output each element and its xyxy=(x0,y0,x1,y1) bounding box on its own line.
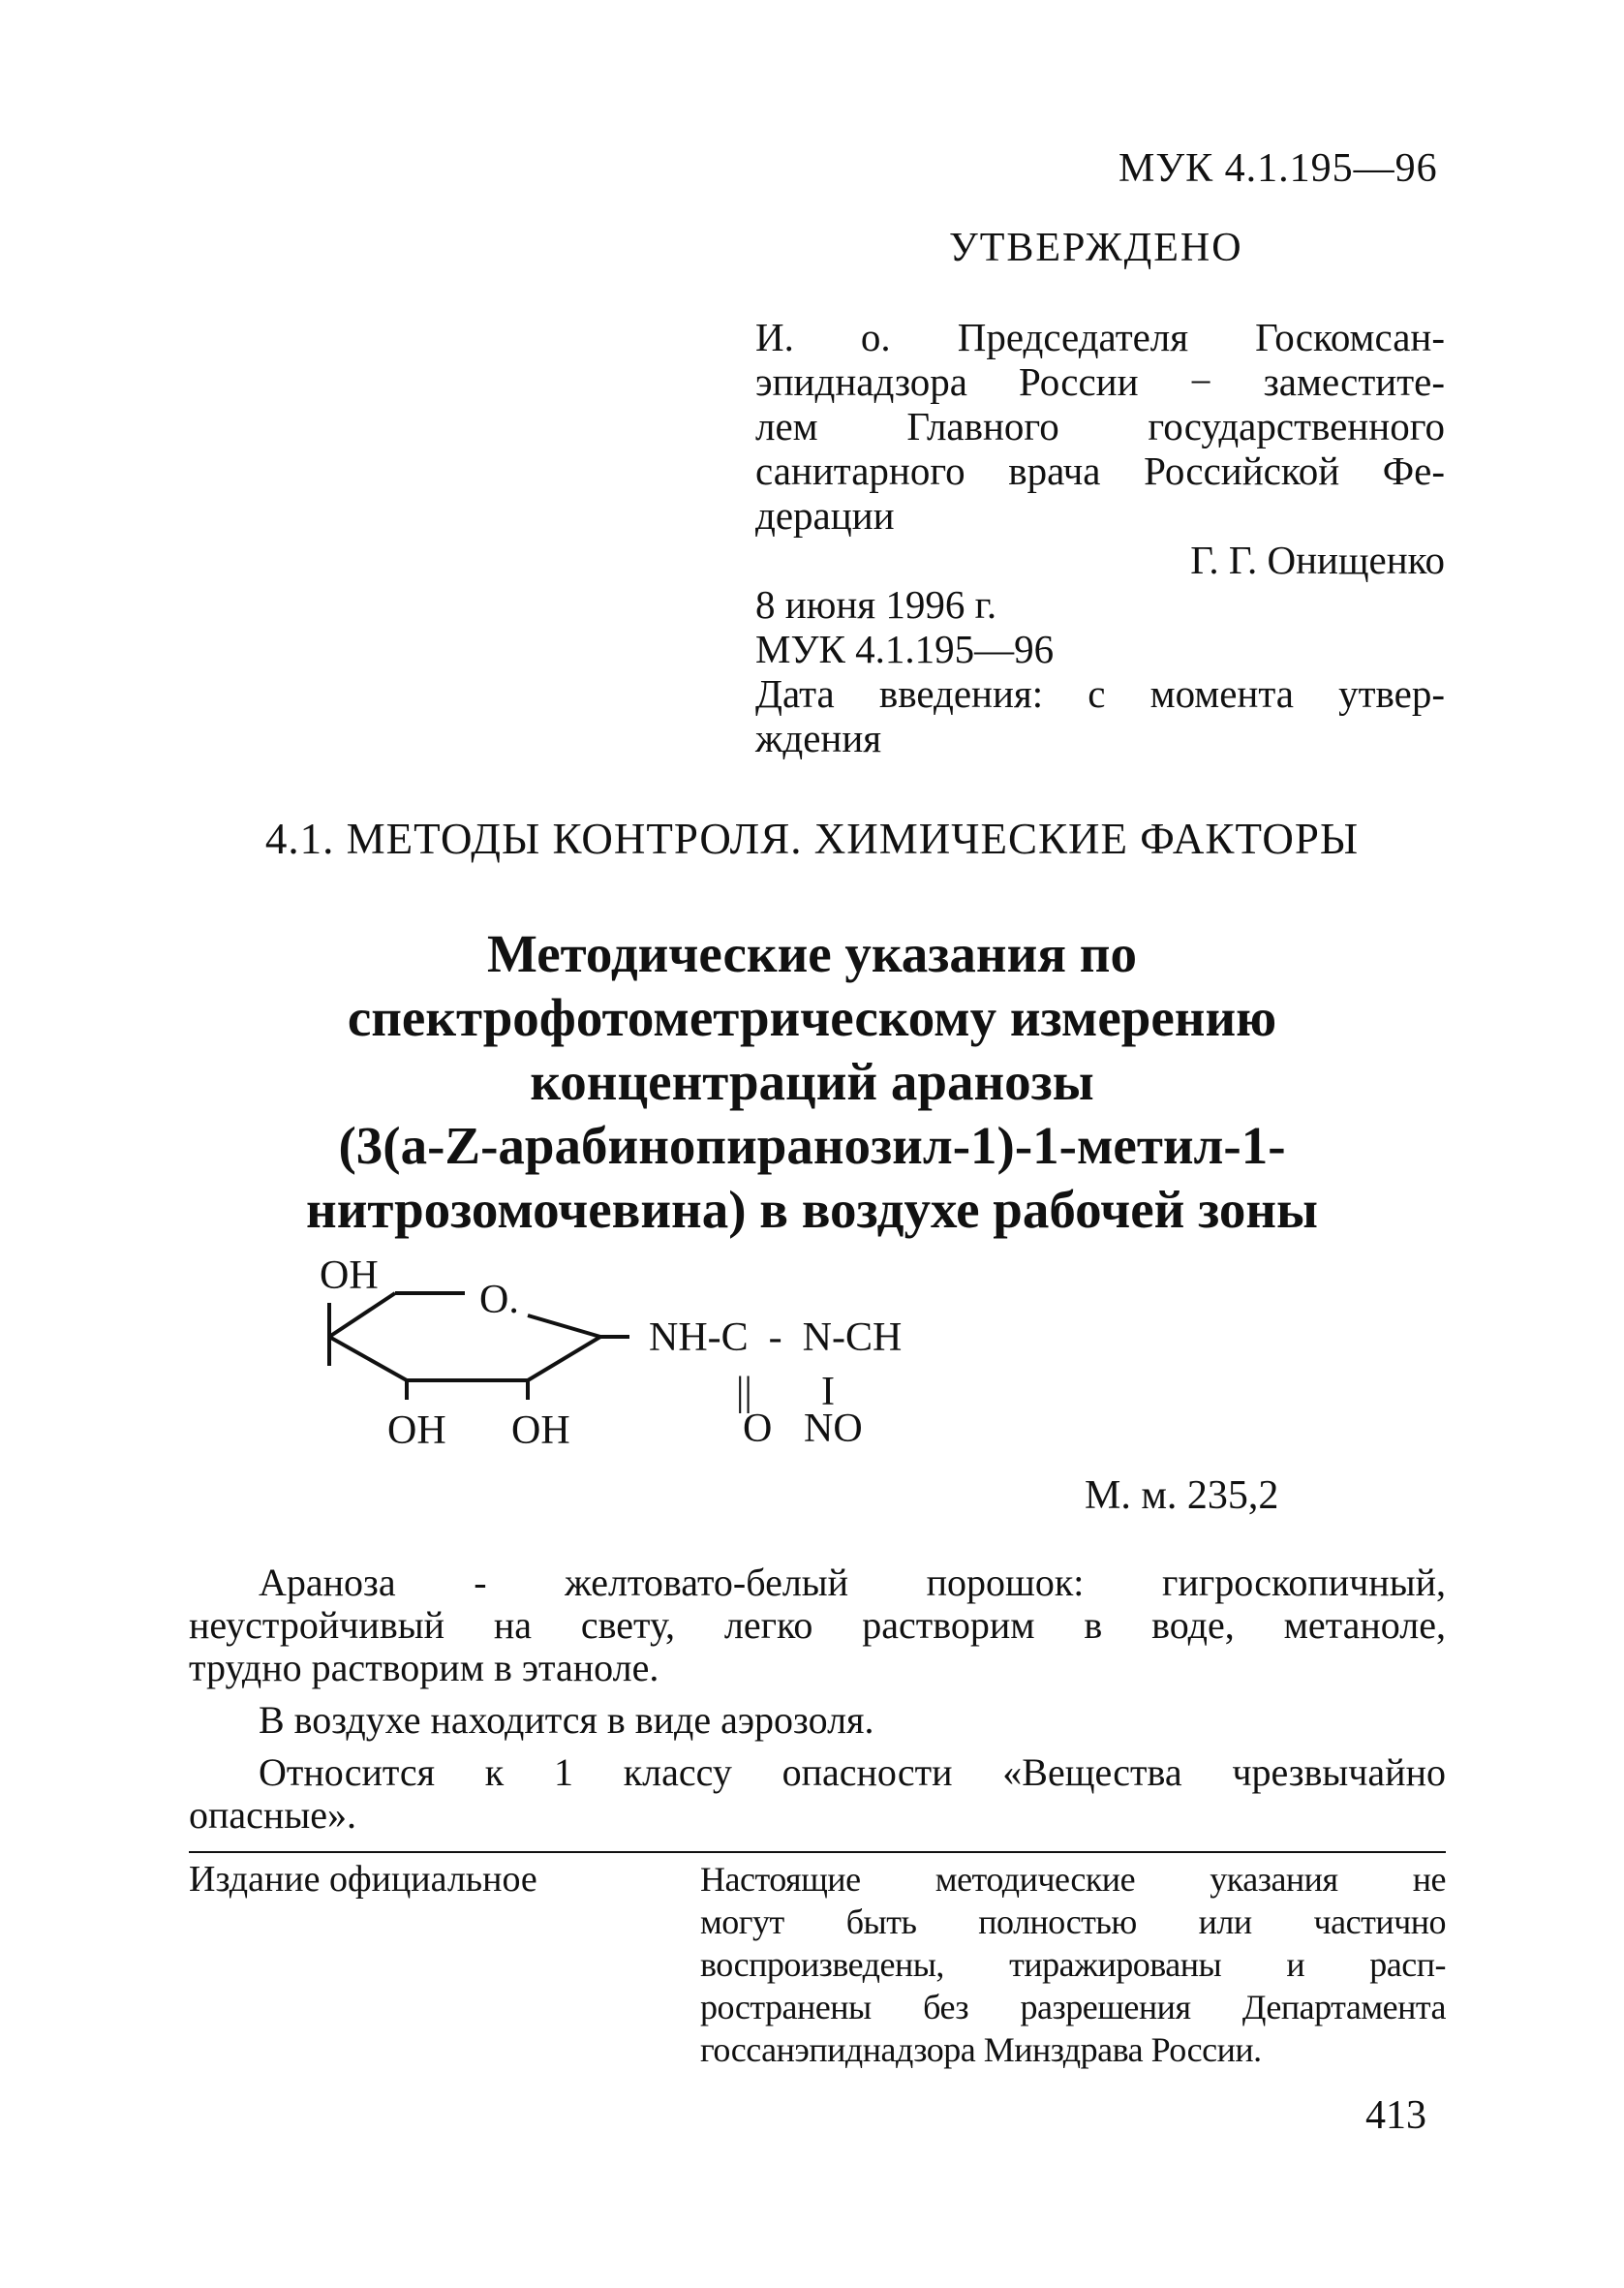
oh-bottom-left-label: OH xyxy=(387,1408,446,1453)
approval-doc-code: МУК 4.1.195—96 xyxy=(755,627,1055,671)
title-line: концентраций аранозы xyxy=(530,1052,1094,1111)
body-line: неустройчивый на свету, легко растворим в воде, метаноле, xyxy=(189,1603,1446,1647)
approval-line: лем Главного государственного xyxy=(755,404,1445,448)
document-code: МУК 4.1.195—96 xyxy=(1118,146,1438,191)
double-bond-mark: || xyxy=(736,1370,752,1414)
footer-divider xyxy=(189,1851,1446,1853)
ring-bond xyxy=(329,1337,407,1380)
section-heading: 4.1. МЕТОДЫ КОНТРОЛЯ. ХИМИЧЕСКИЕ ФАКТОРЫ xyxy=(264,815,1360,863)
notice-line: воспроизведены, тиражированы и расп- xyxy=(700,1945,1446,1984)
official-edition-label: Издание официальное xyxy=(189,1859,537,1900)
copyright-notice xyxy=(700,1858,1446,2071)
notice-line: ространены без разрешения Департамента xyxy=(700,1988,1446,2026)
molar-mass: М. м. 235,2 xyxy=(1085,1473,1279,1518)
body-paragraph: В воздухе находится в виде аэрозоля. xyxy=(259,1698,874,1742)
signatory-name: Г. Г. Онищенко xyxy=(1190,538,1445,582)
chain-label: NH-C - N-CH xyxy=(649,1315,903,1360)
document-title xyxy=(0,922,1624,1242)
structural-formula xyxy=(310,1250,968,1472)
intro-date-line: ждения xyxy=(755,716,882,760)
ring-bond xyxy=(528,1337,600,1380)
title-line: (3(а-Z-арабинопиранозил-1)-1-метил-1- xyxy=(338,1116,1286,1175)
carbonyl-oxygen-label: O xyxy=(743,1407,773,1451)
page-number: 413 xyxy=(1365,2093,1426,2138)
approval-date: 8 июня 1996 г. xyxy=(755,582,997,627)
oh-bottom-right-label: OH xyxy=(511,1408,570,1453)
approval-line: И. о. Председателя Госкомсан- xyxy=(755,315,1445,359)
oh-top-label: OH xyxy=(320,1253,379,1298)
body-line: трудно растворим в этаноле. xyxy=(189,1646,659,1689)
single-bond-mark: I xyxy=(821,1370,835,1414)
approved-label: УТВЕРЖДЕНО xyxy=(949,226,1243,270)
approval-line: эпиднадзора России − заместите- xyxy=(755,359,1445,404)
ring-oxygen-label: O. xyxy=(479,1278,519,1322)
title-line: нитрозомочевина) в воздухе рабочей зоны xyxy=(306,1180,1318,1239)
intro-date-line: Дата введения: с момента утвер- xyxy=(755,671,1445,716)
notice-line: могут быть полностью или частично xyxy=(700,1902,1446,1941)
ring-bond xyxy=(528,1315,600,1337)
approval-line: дерации xyxy=(755,493,895,538)
notice-line: Настоящие методические указания не xyxy=(700,1860,1446,1899)
body-line: опасные». xyxy=(189,1793,356,1837)
nitroso-label: NO xyxy=(804,1407,863,1451)
ring-bond xyxy=(329,1293,395,1337)
body-line: Араноза - желтовато-белый порошок: гигроскопичный, xyxy=(259,1561,1446,1604)
approval-block xyxy=(755,315,1445,760)
approval-line: санитарного врача Российской Фе- xyxy=(755,448,1445,493)
body-line: Относится к 1 классу опасности «Вещества чрезвычайно xyxy=(259,1750,1446,1794)
notice-line: госсанэпиднадзора Минздрава России. xyxy=(700,2030,1262,2069)
title-line: Методические указания по xyxy=(487,924,1137,983)
body-text xyxy=(189,1561,1446,1837)
title-line: спектрофотометрическому измерению xyxy=(347,988,1277,1047)
